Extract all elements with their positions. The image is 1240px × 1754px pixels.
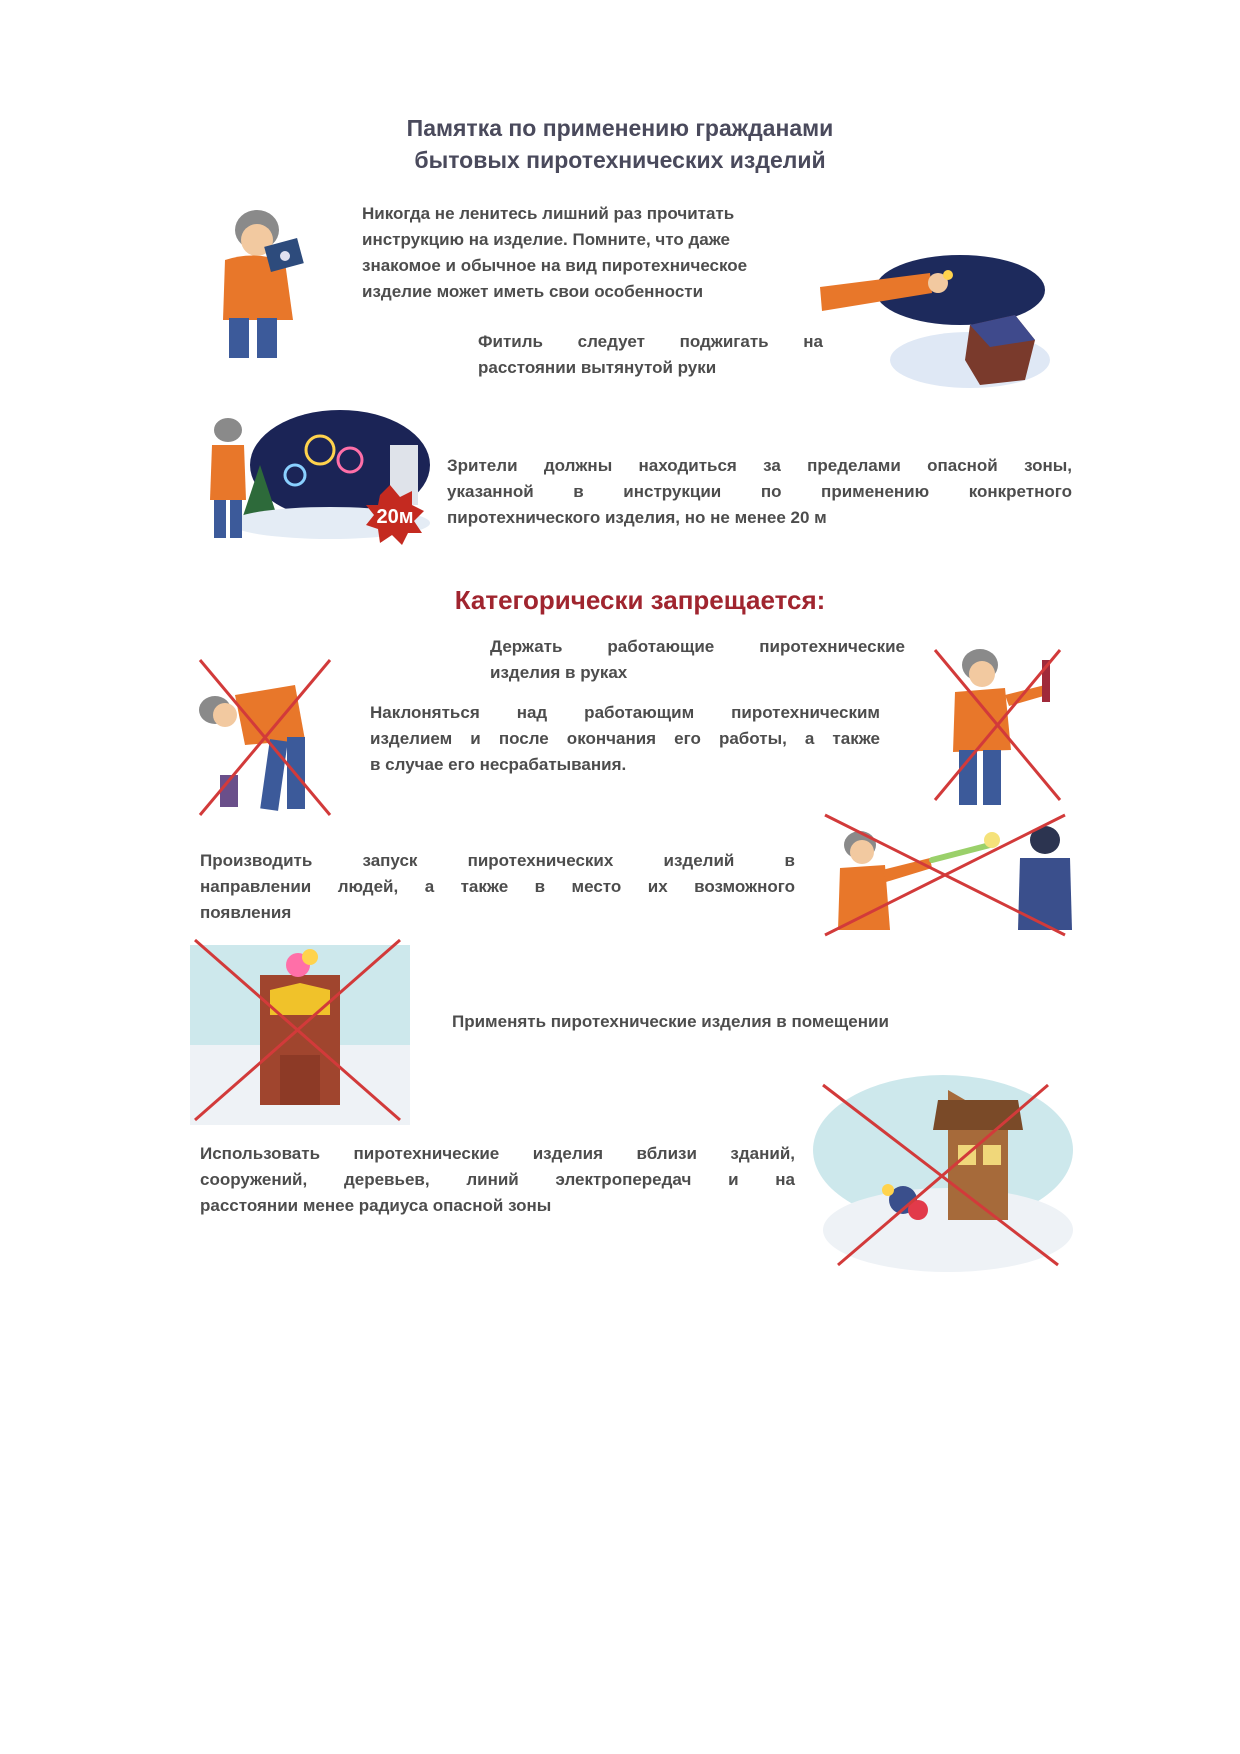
page-title bbox=[300, 112, 940, 176]
spectators-fireworks-illustration bbox=[200, 405, 430, 545]
recommendation-2-text: Фитиль следует поджигать на расстоянии вытянутой руки bbox=[478, 332, 823, 377]
prohibition-2-text: Наклоняться над работающим пиротехническим изделием и после окончания его работы, а также в случае его несрабатывания. bbox=[370, 703, 880, 774]
prohibition-5-text: Использовать пиротехнические изделия вблизи зданий, сооружений, деревьев, линий электропередач и на расстоянии менее радиуса опасной зоны bbox=[200, 1144, 795, 1215]
prohibition-3-text: Производить запуск пиротехнических изделий в направлении людей, а также в место их возможного появления bbox=[200, 851, 795, 922]
prohibited-heading: Категорически запрещается: bbox=[454, 585, 826, 615]
prohibition-1-text: Держать работающие пиротехнические изделия в руках bbox=[490, 637, 905, 682]
holding-firework-crossed bbox=[925, 640, 1070, 810]
reading-instructions-illustration bbox=[205, 200, 325, 360]
prohibition-4-text: Применять пиротехнические изделия в помещении bbox=[452, 1012, 889, 1031]
distance-badge: 20м bbox=[376, 506, 414, 528]
title-line-2: бытовых пиротехнических изделий bbox=[414, 147, 826, 173]
near-buildings-crossed bbox=[808, 1070, 1073, 1275]
arm-lighting-fuse-illustration bbox=[820, 245, 1055, 395]
recommendation-1-text: Никогда не ленитесь лишний раз прочитать инструкцию на изделие. Помните, что даже знакомое и обычное на вид пиротехническое изделие может иметь свои особенности bbox=[362, 204, 748, 301]
recommendation-3-text: Зрители должны находиться за пределами опасной зоны, указанной в инструкции по применению конкретного пиротехнического изделия, но не менее 20 м bbox=[447, 456, 1072, 527]
title-line-1: Памятка по применению гражданами bbox=[406, 115, 834, 141]
indoor-fireworks-crossed bbox=[190, 935, 410, 1125]
launching-at-people-crossed bbox=[820, 810, 1075, 940]
bending-over-firework-crossed bbox=[195, 655, 340, 825]
